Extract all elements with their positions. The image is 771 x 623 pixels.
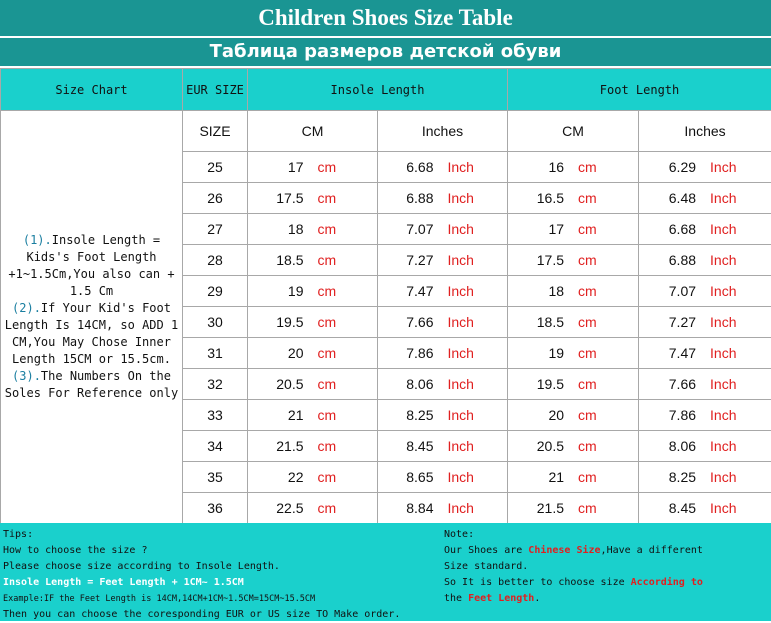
- cell-foot-inch: [639, 183, 771, 214]
- cell-insole-inch-value: 8.84: [400, 500, 434, 516]
- note-title: Note:: [444, 527, 764, 543]
- cell-insole-inch-value: 6.88: [400, 190, 434, 206]
- cell-insole-inch-unit: Inch: [448, 407, 486, 423]
- cell-insole-inch-value: 6.68: [400, 159, 434, 175]
- cell-insole-inch: [378, 369, 508, 400]
- cell-foot-cm: [508, 245, 639, 276]
- cell-foot-cm-unit: cm: [578, 376, 616, 392]
- cell-foot-cm-unit: cm: [578, 314, 616, 330]
- cell-insole-cm: [248, 462, 378, 493]
- cell-insole-inch-value: 7.27: [400, 252, 434, 268]
- note-line-3: [444, 575, 764, 591]
- tips-example: Example:IF the Feet Length is 14CM,14CM+1CM~1.5CM=15CM~15.5CM: [3, 591, 439, 607]
- cell-foot-inch-value: 8.25: [662, 469, 696, 485]
- note-line-2: Size standard.: [444, 559, 764, 575]
- cell-foot-cm: [508, 400, 639, 431]
- cell-insole-cm: [248, 400, 378, 431]
- note-line-4: [444, 591, 764, 607]
- cell-insole-cm-value: 18: [270, 221, 304, 237]
- cell-insole-inch: [378, 462, 508, 493]
- header-eur-size: EUR SIZE: [183, 69, 248, 111]
- cell-foot-inch: [639, 400, 771, 431]
- cell-foot-cm-unit: cm: [578, 469, 616, 485]
- cell-insole-inch-unit: Inch: [448, 221, 486, 237]
- cell-foot-cm-value: 19.5: [530, 376, 564, 392]
- cell-foot-inch-unit: Inch: [710, 376, 748, 392]
- cell-foot-inch-value: 7.86: [662, 407, 696, 423]
- cell-insole-cm: [248, 431, 378, 462]
- note-line-1: [444, 543, 764, 559]
- header-foot-length: Foot Length: [508, 69, 771, 111]
- subheader-insole-inches: Inches: [378, 111, 508, 152]
- cell-foot-inch: [639, 493, 771, 524]
- cell-foot-inch-unit: Inch: [710, 407, 748, 423]
- cell-eur-size: 34: [183, 431, 248, 462]
- cell-foot-cm: [508, 276, 639, 307]
- tips-block: [3, 527, 439, 623]
- cell-insole-cm-unit: cm: [318, 314, 356, 330]
- cell-foot-inch: [639, 338, 771, 369]
- cell-insole-cm: [248, 183, 378, 214]
- cell-insole-cm: [248, 307, 378, 338]
- cell-insole-cm-value: 20.5: [270, 376, 304, 392]
- tips-line-5: Then you can choose the coresponding EUR or US size TO Make order.: [3, 607, 439, 623]
- cell-foot-cm: [508, 369, 639, 400]
- cell-insole-inch: [378, 214, 508, 245]
- cell-insole-inch-unit: Inch: [448, 469, 486, 485]
- subheader-foot-cm: CM: [508, 111, 639, 152]
- cell-foot-inch-value: 7.66: [662, 376, 696, 392]
- cell-foot-inch-value: 8.06: [662, 438, 696, 454]
- cell-insole-cm-unit: cm: [318, 252, 356, 268]
- cell-foot-inch: [639, 214, 771, 245]
- note-text: Our Shoes are: [444, 545, 528, 556]
- cell-insole-inch: [378, 338, 508, 369]
- cell-eur-size: 27: [183, 214, 248, 245]
- cell-foot-cm-unit: cm: [578, 500, 616, 516]
- cell-foot-inch-value: 7.27: [662, 314, 696, 330]
- cell-insole-inch-unit: Inch: [448, 283, 486, 299]
- cell-foot-cm-unit: cm: [578, 159, 616, 175]
- cell-insole-cm: [248, 245, 378, 276]
- note-text: So It is better to choose size: [444, 577, 631, 588]
- cell-foot-inch: [639, 152, 771, 183]
- size-table: [0, 68, 771, 524]
- cell-foot-cm: [508, 152, 639, 183]
- cell-foot-cm-unit: cm: [578, 283, 616, 299]
- footer-panel: [0, 523, 771, 621]
- cell-insole-cm: [248, 338, 378, 369]
- note-text: the: [444, 593, 468, 604]
- cell-foot-cm-value: 16: [530, 159, 564, 175]
- cell-foot-inch-value: 6.68: [662, 221, 696, 237]
- cell-insole-inch-value: 7.47: [400, 283, 434, 299]
- note-highlight: According to: [631, 577, 703, 588]
- cell-insole-inch-value: 7.86: [400, 345, 434, 361]
- cell-foot-cm-value: 21: [530, 469, 564, 485]
- cell-foot-cm-value: 16.5: [530, 190, 564, 206]
- cell-insole-cm: [248, 214, 378, 245]
- cell-foot-inch-value: 6.29: [662, 159, 696, 175]
- cell-foot-cm: [508, 183, 639, 214]
- cell-foot-cm-unit: cm: [578, 438, 616, 454]
- cell-insole-inch: [378, 183, 508, 214]
- cell-insole-inch: [378, 307, 508, 338]
- cell-insole-cm-value: 20: [270, 345, 304, 361]
- cell-insole-cm-unit: cm: [318, 159, 356, 175]
- cell-foot-inch: [639, 369, 771, 400]
- note-block: [444, 527, 764, 607]
- cell-insole-inch-unit: Inch: [448, 345, 486, 361]
- subheader-row: [1, 111, 771, 152]
- note-highlight: Chinese Size: [528, 545, 600, 556]
- cell-insole-cm-unit: cm: [318, 190, 356, 206]
- cell-insole-cm-unit: cm: [318, 438, 356, 454]
- cell-insole-cm-value: 21: [270, 407, 304, 423]
- cell-foot-inch-unit: Inch: [710, 221, 748, 237]
- cell-insole-cm-value: 18.5: [270, 252, 304, 268]
- cell-insole-cm-unit: cm: [318, 407, 356, 423]
- subheader-insole-cm: CM: [248, 111, 378, 152]
- cell-foot-inch-value: 6.88: [662, 252, 696, 268]
- cell-foot-inch: [639, 307, 771, 338]
- cell-insole-inch-value: 8.25: [400, 407, 434, 423]
- cell-foot-inch-unit: Inch: [710, 469, 748, 485]
- note-text: .: [534, 593, 540, 604]
- cell-foot-inch-unit: Inch: [710, 190, 748, 206]
- cell-insole-inch-value: 8.65: [400, 469, 434, 485]
- cell-insole-cm-unit: cm: [318, 221, 356, 237]
- cell-insole-cm: [248, 369, 378, 400]
- cell-insole-inch: [378, 152, 508, 183]
- sidebar-num-1: (1).: [23, 233, 52, 247]
- cell-eur-size: 32: [183, 369, 248, 400]
- tips-line-2: Please choose size according to Insole Length.: [3, 559, 439, 575]
- cell-insole-cm: [248, 493, 378, 524]
- cell-foot-inch-value: 8.45: [662, 500, 696, 516]
- cell-eur-size: 30: [183, 307, 248, 338]
- cell-insole-inch-unit: Inch: [448, 500, 486, 516]
- cell-foot-inch-unit: Inch: [710, 314, 748, 330]
- tips-line-1: How to choose the size ?: [3, 543, 439, 559]
- cell-foot-cm-unit: cm: [578, 190, 616, 206]
- tips-formula: Insole Length = Feet Length + 1CM~ 1.5CM: [3, 575, 439, 591]
- cell-foot-cm: [508, 493, 639, 524]
- note-text: ,Have a different: [601, 545, 703, 556]
- cell-foot-cm-value: 17: [530, 221, 564, 237]
- cell-insole-cm-unit: cm: [318, 469, 356, 485]
- cell-foot-inch-unit: Inch: [710, 159, 748, 175]
- subheader-foot-inches: Inches: [639, 111, 771, 152]
- cell-foot-inch-value: 7.47: [662, 345, 696, 361]
- cell-insole-inch-value: 8.45: [400, 438, 434, 454]
- tips-title: Tips:: [3, 527, 439, 543]
- cell-foot-inch-unit: Inch: [710, 500, 748, 516]
- cell-insole-cm-unit: cm: [318, 500, 356, 516]
- cell-insole-inch-unit: Inch: [448, 314, 486, 330]
- sidebar-notes: [1, 111, 183, 524]
- cell-foot-inch-unit: Inch: [710, 283, 748, 299]
- cell-insole-cm-unit: cm: [318, 283, 356, 299]
- cell-insole-cm-unit: cm: [318, 376, 356, 392]
- cell-foot-cm: [508, 214, 639, 245]
- cell-insole-inch-unit: Inch: [448, 376, 486, 392]
- cell-insole-cm-value: 21.5: [270, 438, 304, 454]
- cell-insole-inch-unit: Inch: [448, 190, 486, 206]
- cell-eur-size: 29: [183, 276, 248, 307]
- cell-insole-cm-value: 17.5: [270, 190, 304, 206]
- sidebar-text-1: Insole Length = Kids's Foot Length +1~1.5Cm,You also can + 1.5 Cm: [8, 233, 174, 298]
- cell-insole-inch-value: 7.66: [400, 314, 434, 330]
- cell-foot-cm-value: 20: [530, 407, 564, 423]
- cell-eur-size: 26: [183, 183, 248, 214]
- cell-foot-inch-unit: Inch: [710, 252, 748, 268]
- cell-insole-inch: [378, 493, 508, 524]
- sidebar-text-2: If Your Kid's Foot Length Is 14CM, so ADD 1 CM,You May Chose Inner Length 15CM or 15.5cm.: [5, 301, 178, 366]
- header-row: [1, 69, 771, 111]
- sidebar-num-3: (3).: [12, 369, 41, 383]
- cell-insole-inch: [378, 431, 508, 462]
- cell-foot-inch-value: 6.48: [662, 190, 696, 206]
- cell-foot-cm-value: 18: [530, 283, 564, 299]
- cell-foot-inch-unit: Inch: [710, 438, 748, 454]
- cell-foot-cm-unit: cm: [578, 345, 616, 361]
- cell-insole-cm-value: 22.5: [270, 500, 304, 516]
- cell-foot-cm-value: 20.5: [530, 438, 564, 454]
- title-russian: Таблица размеров детской обуви: [0, 38, 771, 66]
- cell-insole-cm-value: 19.5: [270, 314, 304, 330]
- cell-insole-cm-unit: cm: [318, 345, 356, 361]
- cell-insole-inch: [378, 245, 508, 276]
- cell-insole-inch-unit: Inch: [448, 252, 486, 268]
- cell-eur-size: 33: [183, 400, 248, 431]
- cell-eur-size: 28: [183, 245, 248, 276]
- cell-foot-cm: [508, 307, 639, 338]
- cell-insole-cm-value: 22: [270, 469, 304, 485]
- cell-foot-inch-value: 7.07: [662, 283, 696, 299]
- cell-insole-inch-unit: Inch: [448, 438, 486, 454]
- cell-insole-cm: [248, 152, 378, 183]
- sidebar-num-2: (2).: [12, 301, 41, 315]
- cell-insole-inch: [378, 400, 508, 431]
- cell-eur-size: 35: [183, 462, 248, 493]
- cell-insole-inch-unit: Inch: [448, 159, 486, 175]
- cell-foot-cm: [508, 338, 639, 369]
- cell-foot-inch: [639, 245, 771, 276]
- cell-foot-cm-unit: cm: [578, 407, 616, 423]
- cell-eur-size: 36: [183, 493, 248, 524]
- cell-eur-size: 25: [183, 152, 248, 183]
- cell-foot-cm-unit: cm: [578, 221, 616, 237]
- title-english: Children Shoes Size Table: [0, 0, 771, 36]
- cell-foot-cm-value: 19: [530, 345, 564, 361]
- cell-foot-inch: [639, 276, 771, 307]
- cell-foot-cm-unit: cm: [578, 252, 616, 268]
- cell-insole-cm: [248, 276, 378, 307]
- cell-insole-inch-value: 8.06: [400, 376, 434, 392]
- note-highlight: Feet Length: [468, 593, 534, 604]
- cell-foot-inch: [639, 431, 771, 462]
- cell-foot-inch-unit: Inch: [710, 345, 748, 361]
- cell-eur-size: 31: [183, 338, 248, 369]
- cell-foot-cm: [508, 462, 639, 493]
- header-size-chart: Size Chart: [1, 69, 183, 111]
- cell-foot-inch: [639, 462, 771, 493]
- cell-foot-cm-value: 17.5: [530, 252, 564, 268]
- cell-foot-cm-value: 18.5: [530, 314, 564, 330]
- cell-insole-inch: [378, 276, 508, 307]
- cell-insole-cm-value: 19: [270, 283, 304, 299]
- cell-insole-cm-value: 17: [270, 159, 304, 175]
- cell-insole-inch-value: 7.07: [400, 221, 434, 237]
- sidebar-text-3: The Numbers On the Soles For Reference only: [5, 369, 178, 400]
- cell-foot-cm-value: 21.5: [530, 500, 564, 516]
- cell-foot-cm: [508, 431, 639, 462]
- subheader-size: SIZE: [183, 111, 248, 152]
- header-insole-length: Insole Length: [248, 69, 508, 111]
